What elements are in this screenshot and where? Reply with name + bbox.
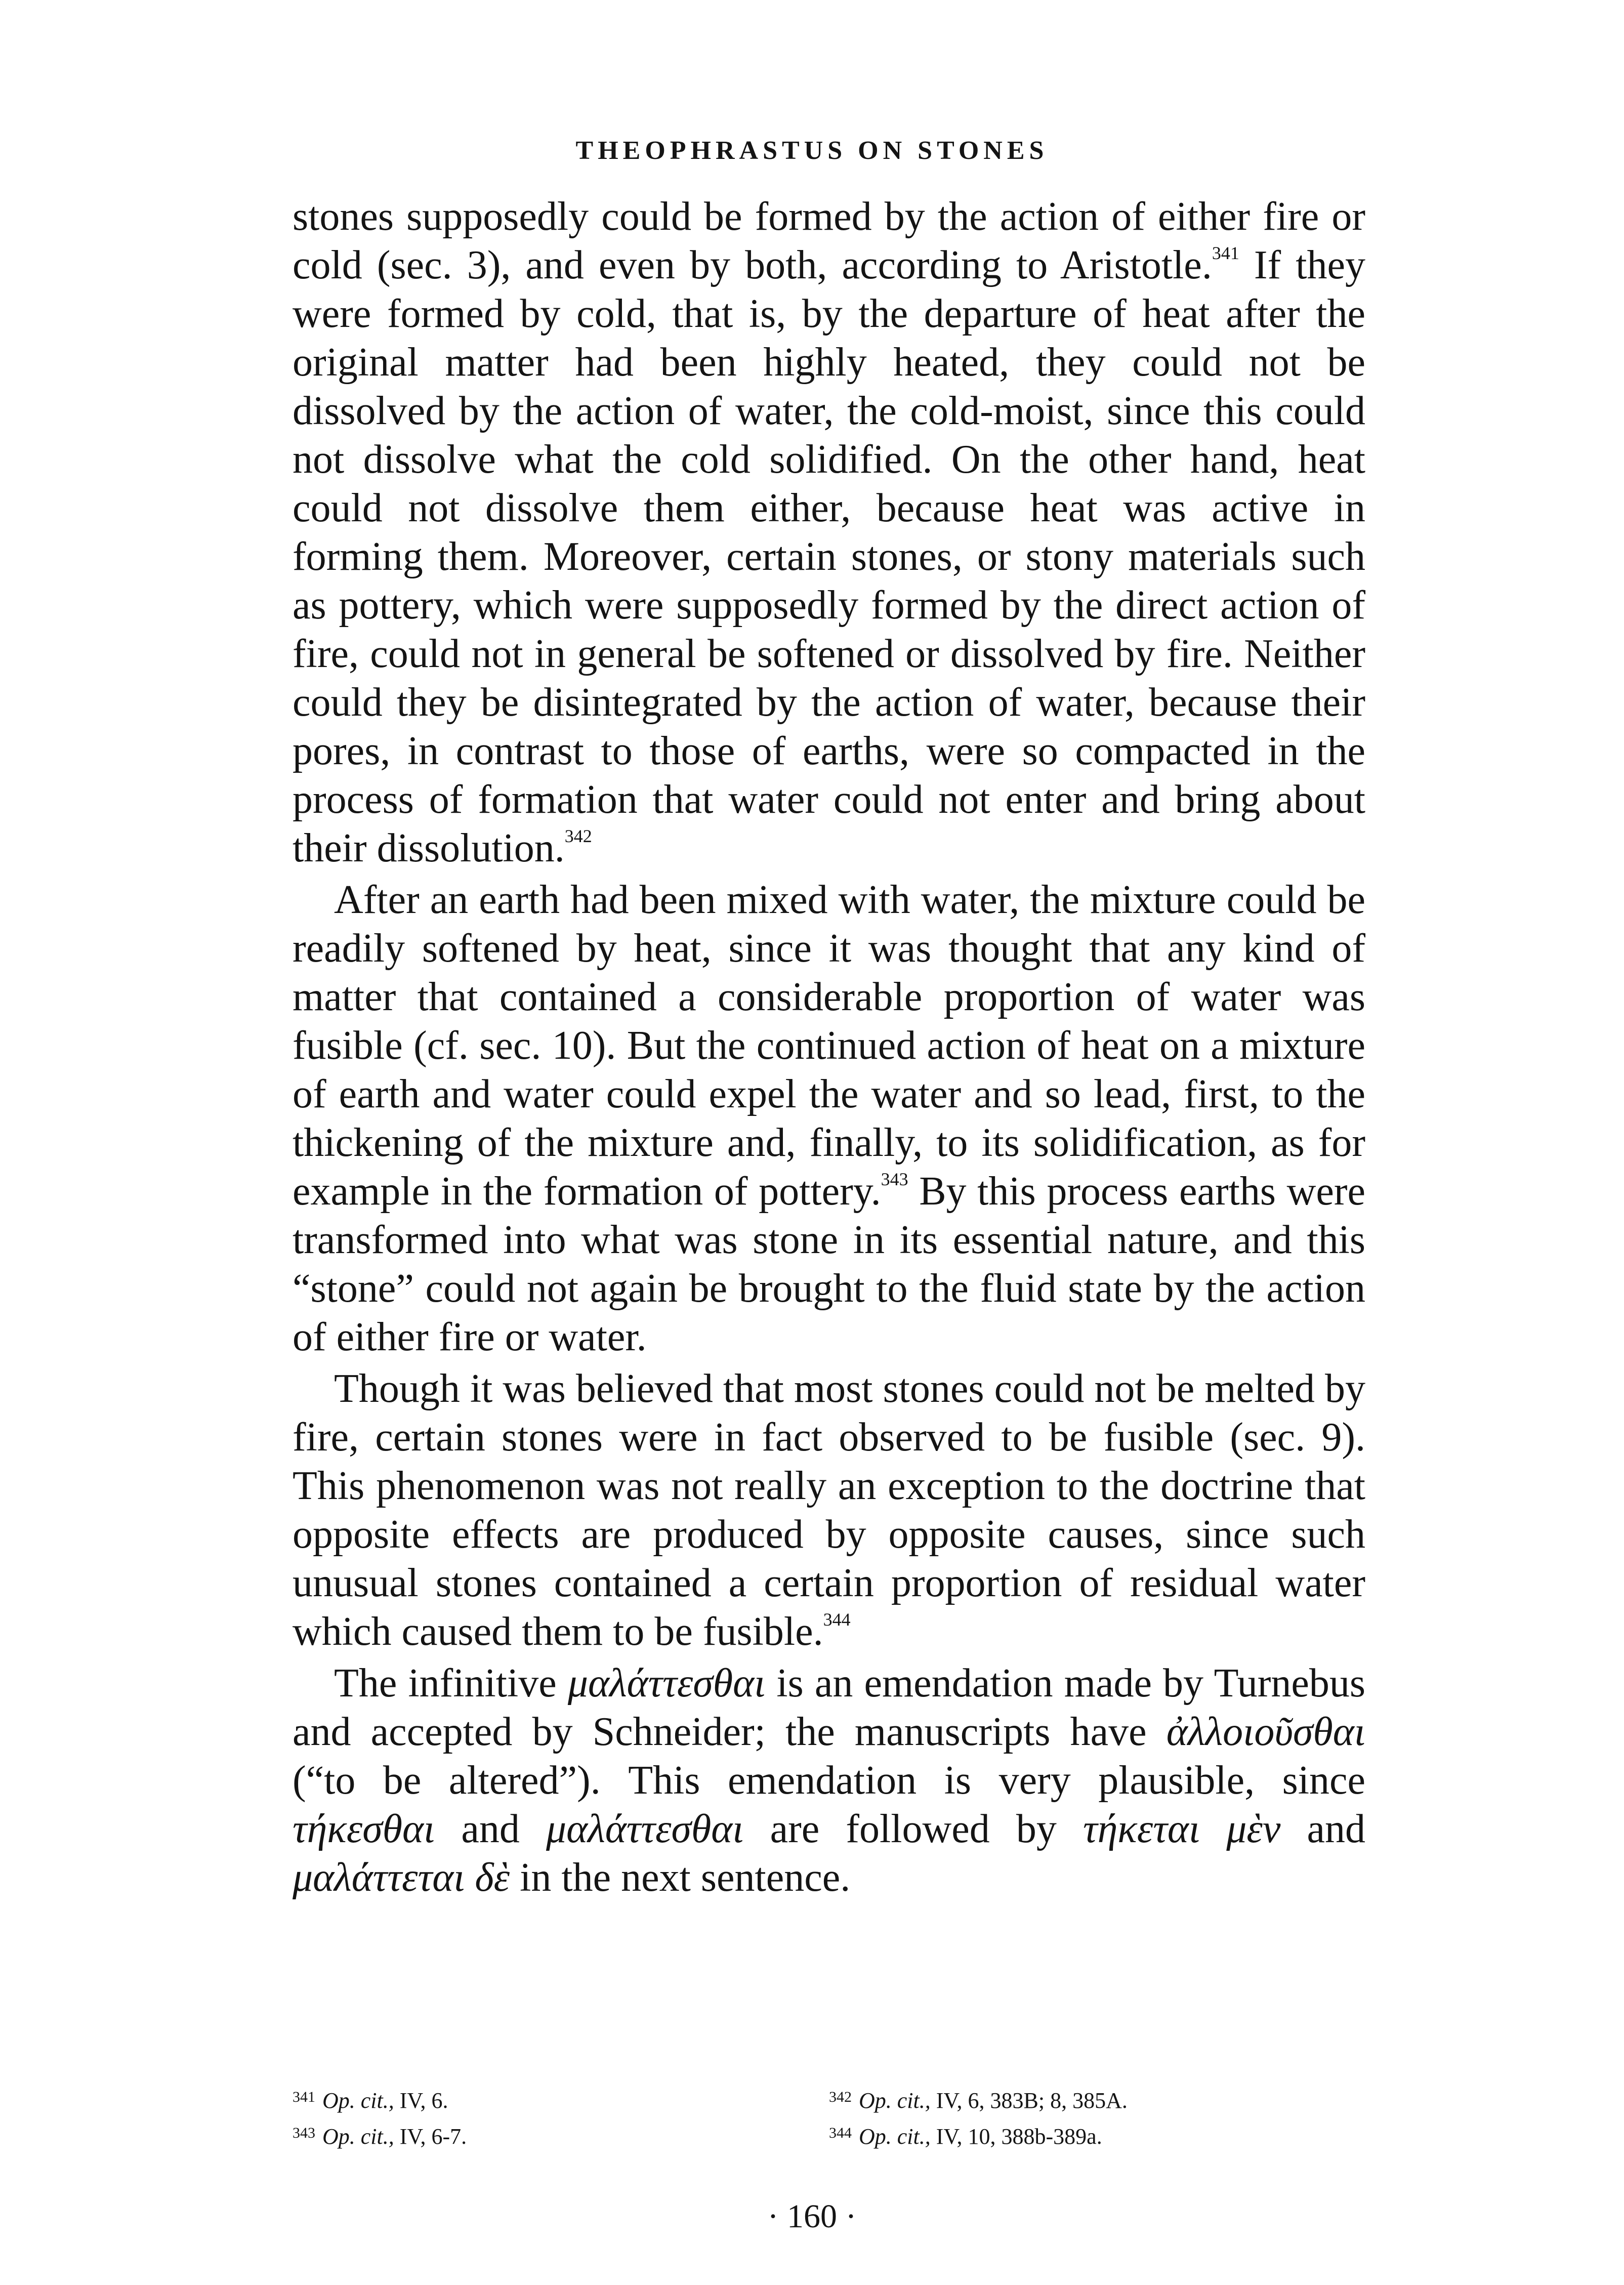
footnote-reference: IV, 6-7. (394, 2124, 467, 2149)
running-head: THEOPHRASTUS ON STONES (575, 136, 1049, 165)
paragraph (293, 1659, 1365, 1902)
text-run: and (1280, 1807, 1366, 1851)
body-text (293, 192, 1365, 1902)
greek-term: τήκεσθαι (293, 1807, 435, 1851)
text-run: are followed by (743, 1807, 1083, 1851)
text-run: The infinitive (334, 1661, 568, 1706)
text-run: stones supposedly could be formed by the action of either fire or cold (sec. 3), and even by both, according to Aristotle. (293, 194, 1365, 287)
footnote-344 (829, 2122, 1365, 2154)
footnote-number: 344 (829, 2125, 852, 2141)
footnote-343 (293, 2122, 829, 2154)
text-run: After an earth had been mixed with water, the mixture could be readily softened by heat, since it was thought that any kind of matter that contained a considerable proportion of water was fusible (cf. sec. 10). But the continued action of heat on a mixture of earth and water could expel the water and so lead, first, to the thickening of the mixture and, finally, to its solidification, as for example in the formation of pottery. (293, 878, 1365, 1214)
footnote-number: 342 (829, 2089, 852, 2105)
text-run: and (435, 1807, 546, 1851)
footnote-342 (829, 2086, 1365, 2118)
paragraph (293, 1364, 1365, 1656)
footnote-marker: 341 (1212, 243, 1239, 263)
footnote-citation: Op. cit., (859, 2088, 931, 2113)
greek-term: μαλάττεται δὲ (293, 1855, 510, 1900)
text-run: Though it was believed that most stones could not be melted by fire, certain stones were in fact observed to be fusible (sec. 9). This phenomenon was not really an exception to the doctrine that opposite effects are produced by opposite causes, since such unusual stones contained a certain proportion of residual water which caused them to be fusible. (293, 1366, 1365, 1654)
text-run: If they were formed by cold, that is, by the departure of heat after the original matter had been highly heated, they could not be dissolved by the action of water, the cold-moist, since this could not dissolve what the cold solidified. On the other hand, heat could not dissolve them either, because heat was active in forming them. Moreover, certain stones, or stony materials such as pottery, which were supposedly formed by the direct action of fire, could not in general be softened or dissolved by fire. Neither could they be disintegrated by the action of water, because their pores, in contrast to those of earths, were so compacted in the process of formation that water could not enter and bring about their dissolution. (293, 243, 1366, 870)
paragraph (293, 876, 1365, 1361)
footnote-reference: IV, 6. (394, 2088, 448, 2113)
greek-term: τήκεται μὲν (1082, 1807, 1281, 1851)
footnote-reference: IV, 6, 383B; 8, 385A. (930, 2088, 1128, 2113)
text-run: By this process earths were transformed into what was stone in its essential nature, and this “stone” could not again be brought to the fluid state by the action of either fire or water. (293, 1169, 1366, 1359)
greek-term: μαλάττεσθαι (567, 1661, 766, 1706)
footnote-number: 343 (293, 2125, 315, 2141)
footnote-marker: 344 (823, 1609, 851, 1630)
footnote-citation: Op. cit., (322, 2124, 394, 2149)
page-number: · 160 · (767, 2198, 857, 2235)
footnote-marker: 342 (564, 826, 592, 846)
footnote-reference: IV, 10, 388b-389a. (930, 2124, 1102, 2149)
footnote-citation: Op. cit., (322, 2088, 394, 2113)
footnote-marker: 343 (881, 1169, 908, 1189)
footnotes (293, 2086, 1365, 2154)
paragraph (293, 192, 1365, 873)
footnote-number: 341 (293, 2089, 315, 2105)
footnote-341 (293, 2086, 829, 2118)
text-run: (“to be altered”). This emendation is very plausible, since (293, 1758, 1365, 1803)
footnote-citation: Op. cit., (859, 2124, 931, 2149)
text-run: is an emendation made by Turnebus and accepted by Schneider; the manuscripts have (293, 1661, 1366, 1754)
greek-term: ἀλλοιοῦσθαι (1166, 1710, 1365, 1754)
greek-term: μαλάττεσθαι (546, 1807, 744, 1851)
text-run: in the next sentence. (510, 1855, 851, 1900)
